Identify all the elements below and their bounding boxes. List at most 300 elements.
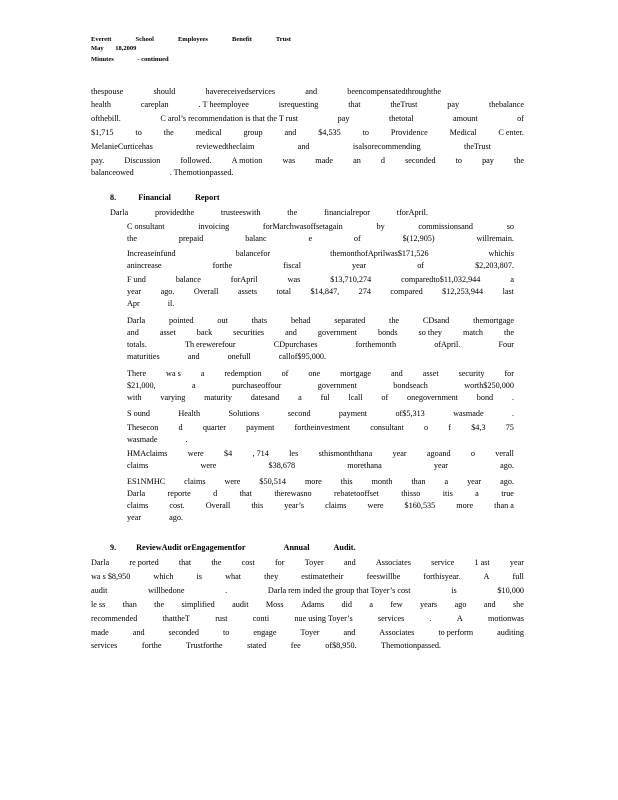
text-line bbox=[91, 640, 441, 651]
word: reporte bbox=[167, 489, 191, 498]
word: $50,514 bbox=[259, 477, 286, 486]
text-line bbox=[127, 248, 514, 259]
text-line bbox=[127, 233, 514, 244]
text-line bbox=[91, 167, 524, 178]
word: back bbox=[196, 328, 213, 337]
word: forthisyear. bbox=[423, 572, 461, 581]
text-line bbox=[91, 557, 524, 568]
word: careplan bbox=[140, 100, 169, 109]
word: F und bbox=[127, 275, 146, 284]
word: tforApril. bbox=[396, 208, 428, 217]
section-title: ReviewAudi bbox=[136, 543, 179, 552]
word: $(12,905) bbox=[402, 234, 435, 243]
word: il. bbox=[167, 299, 175, 308]
word: S ound bbox=[127, 409, 150, 418]
word: MelanieCurticehas bbox=[91, 142, 153, 151]
word: than bbox=[411, 477, 426, 486]
word: pay bbox=[482, 156, 494, 165]
text-line bbox=[91, 613, 524, 624]
word: the bbox=[154, 600, 165, 609]
word: . T heemployee bbox=[198, 100, 249, 109]
word: thisso bbox=[401, 489, 421, 498]
word: claims bbox=[127, 501, 149, 510]
word: wa s bbox=[166, 369, 181, 378]
word: . bbox=[225, 586, 228, 595]
word: were bbox=[200, 461, 217, 470]
word: a bbox=[298, 393, 302, 402]
word: willbedone bbox=[148, 586, 185, 595]
word: $13,710,274 bbox=[330, 275, 372, 284]
word: what bbox=[225, 572, 241, 581]
word: so they bbox=[418, 328, 442, 337]
word: the bbox=[163, 128, 174, 137]
word: thespouse bbox=[91, 87, 124, 96]
word: A bbox=[483, 572, 490, 581]
word: $38,678 bbox=[268, 461, 296, 470]
text-line bbox=[127, 274, 514, 285]
word: forthemonth bbox=[355, 340, 397, 349]
word: were bbox=[367, 501, 384, 510]
word: ago. bbox=[169, 513, 183, 522]
word: agoand bbox=[426, 449, 451, 458]
word: les bbox=[289, 449, 299, 458]
header-word: Everett bbox=[91, 36, 112, 43]
word: providedthe bbox=[154, 208, 195, 217]
word: itis bbox=[442, 489, 453, 498]
word: mortgage bbox=[340, 369, 372, 378]
word: o bbox=[470, 449, 475, 458]
word: Providence bbox=[390, 128, 428, 137]
word: year bbox=[509, 558, 524, 567]
word: and bbox=[297, 142, 310, 151]
word: government bbox=[317, 381, 357, 390]
header-word: Trust bbox=[275, 36, 291, 43]
word: to bbox=[222, 628, 230, 637]
word: followed. bbox=[180, 156, 212, 165]
word: $160,535 bbox=[404, 501, 436, 510]
word: was bbox=[287, 275, 301, 284]
word: engage bbox=[253, 628, 277, 637]
word: year bbox=[127, 287, 142, 296]
word: $4 bbox=[224, 449, 233, 458]
word: forMarchwasoffsetagain bbox=[262, 222, 343, 231]
word: onefull bbox=[227, 352, 251, 361]
word: to bbox=[455, 156, 462, 165]
word: cost bbox=[241, 558, 255, 567]
text-line bbox=[91, 127, 524, 138]
word: whichis bbox=[488, 249, 514, 258]
word: Darla bbox=[127, 316, 146, 325]
word: d bbox=[178, 423, 183, 432]
word: ago. bbox=[500, 477, 514, 486]
word: made bbox=[91, 628, 109, 637]
word: thats bbox=[251, 316, 268, 325]
word: rust bbox=[215, 614, 228, 623]
section-title: Audit. bbox=[333, 543, 356, 552]
word: securities bbox=[233, 328, 265, 337]
word: anincrease bbox=[127, 261, 162, 270]
word: audit bbox=[232, 600, 249, 609]
word: payment bbox=[246, 423, 275, 432]
word: claims bbox=[325, 501, 347, 510]
word: Darla bbox=[127, 489, 146, 498]
word: trusteeswith bbox=[220, 208, 261, 217]
word: simplified bbox=[181, 600, 215, 609]
word: sthismonththana bbox=[318, 449, 373, 458]
word: year bbox=[127, 513, 142, 522]
word: the bbox=[211, 558, 222, 567]
word: Darla rem inded the group that Toyer’s cost bbox=[267, 586, 411, 595]
word: themortgage bbox=[473, 316, 514, 325]
word: month bbox=[371, 477, 393, 486]
word: pay bbox=[447, 100, 460, 109]
word: $12,253,944 bbox=[442, 287, 484, 296]
word: ago. bbox=[500, 461, 514, 470]
text-line bbox=[127, 434, 514, 445]
word: forApril bbox=[230, 275, 258, 284]
word: of bbox=[517, 114, 524, 123]
word: assets bbox=[237, 287, 258, 296]
word: ago. bbox=[160, 287, 175, 296]
word: A bbox=[456, 614, 463, 623]
text-line bbox=[127, 286, 514, 297]
word: isalsorecommending bbox=[352, 142, 421, 151]
word: to perform bbox=[438, 628, 474, 637]
word: consultant bbox=[370, 423, 404, 432]
word: . bbox=[511, 393, 514, 402]
section-title: Financial bbox=[138, 193, 171, 202]
word: CDsand bbox=[422, 316, 450, 325]
word: a bbox=[192, 381, 196, 390]
word: match bbox=[462, 328, 483, 337]
word: Medical bbox=[449, 128, 477, 137]
word: d bbox=[380, 156, 385, 165]
word: 1 ast bbox=[474, 558, 490, 567]
text-line bbox=[127, 448, 514, 459]
word: government bbox=[317, 328, 357, 337]
text-line bbox=[127, 408, 514, 419]
word: year bbox=[433, 461, 448, 470]
word: Associates bbox=[379, 628, 415, 637]
word: was bbox=[282, 156, 296, 165]
word: A motion bbox=[231, 156, 263, 165]
header-word: School bbox=[135, 36, 154, 43]
word: Solutions bbox=[228, 409, 260, 418]
word: ES1NMHC bbox=[127, 477, 166, 486]
word: therewasno bbox=[274, 489, 312, 498]
section-title: Report bbox=[195, 193, 220, 202]
word: balance bbox=[175, 275, 201, 284]
word: morethana bbox=[347, 461, 382, 470]
word: that bbox=[348, 100, 361, 109]
word: the bbox=[503, 328, 514, 337]
word: thetotal bbox=[388, 114, 414, 123]
word: services bbox=[91, 641, 118, 650]
word: the bbox=[513, 156, 524, 165]
word: Th erewerefour bbox=[184, 340, 236, 349]
header-word: Benefit bbox=[232, 36, 252, 43]
text-line bbox=[91, 141, 491, 152]
word: $4,3 bbox=[471, 423, 486, 432]
section-number: 8. bbox=[110, 193, 117, 202]
word: beencompensatedthroughthe bbox=[347, 87, 441, 96]
section-title: t orEngagementfor bbox=[178, 543, 246, 552]
text-line bbox=[110, 207, 428, 218]
word: health bbox=[91, 100, 112, 109]
word: and bbox=[343, 628, 356, 637]
word: stated bbox=[247, 641, 267, 650]
word: years bbox=[419, 600, 438, 609]
word: . bbox=[511, 409, 514, 418]
word: Apr bbox=[127, 299, 140, 308]
word: feeswillbe bbox=[366, 572, 401, 581]
word: prepaid bbox=[178, 234, 204, 243]
word: $21,000, bbox=[127, 381, 156, 390]
word: reviewedtheclaim bbox=[196, 142, 255, 151]
text-line bbox=[91, 113, 524, 124]
word: medical bbox=[195, 128, 222, 137]
text-line bbox=[127, 500, 514, 511]
word: wa s $8,950 bbox=[91, 572, 131, 581]
text-line bbox=[127, 339, 514, 350]
word: with bbox=[127, 393, 142, 402]
word: services bbox=[377, 614, 405, 623]
section-number: 9. bbox=[110, 543, 117, 552]
header-word: 18,2009 bbox=[115, 45, 137, 52]
word: seconded bbox=[405, 156, 436, 165]
word: pointed bbox=[169, 316, 194, 325]
word: asset bbox=[159, 328, 176, 337]
word: wasmade bbox=[453, 409, 484, 418]
word: willremain. bbox=[476, 234, 514, 243]
word: she bbox=[512, 600, 524, 609]
word: year bbox=[392, 449, 407, 458]
header-line-3 bbox=[91, 55, 169, 64]
text-line bbox=[127, 512, 514, 523]
word: HMAclaims bbox=[127, 449, 168, 458]
word: worth$250,000 bbox=[464, 381, 514, 390]
word: than bbox=[122, 600, 137, 609]
word: lcall bbox=[348, 393, 363, 402]
word: quarter bbox=[202, 423, 226, 432]
word: bond bbox=[476, 393, 494, 402]
word: audit bbox=[91, 586, 108, 595]
word: of$8,950. bbox=[325, 641, 357, 650]
word: Associates bbox=[375, 558, 411, 567]
word: commissionsand bbox=[418, 222, 473, 231]
word: ago bbox=[454, 600, 467, 609]
text-line bbox=[91, 86, 441, 97]
word: Darla bbox=[110, 208, 129, 217]
word: Trustforthe bbox=[186, 641, 223, 650]
word: maturities bbox=[127, 352, 160, 361]
word: forthe bbox=[212, 261, 233, 270]
word: . bbox=[185, 435, 188, 444]
word: , 714 bbox=[252, 449, 269, 458]
word: should bbox=[153, 87, 176, 96]
word: $14,847, bbox=[310, 287, 340, 296]
header-word: Minutes bbox=[91, 56, 114, 63]
word: and bbox=[305, 87, 318, 96]
word: the bbox=[127, 234, 138, 243]
word: C enter. bbox=[498, 128, 524, 137]
text-line bbox=[127, 351, 514, 362]
word: . Themotionpassed. bbox=[169, 168, 234, 177]
word: fiscal bbox=[283, 261, 301, 270]
section-title: Annual bbox=[283, 543, 310, 552]
word: of bbox=[353, 234, 361, 243]
word: were bbox=[224, 477, 241, 486]
word: auditing bbox=[497, 628, 524, 637]
word: bonds bbox=[377, 328, 398, 337]
word: made bbox=[315, 156, 334, 165]
word: 274 bbox=[358, 287, 371, 296]
word: datesand bbox=[250, 393, 280, 402]
text-line bbox=[127, 315, 514, 326]
word: and bbox=[343, 558, 356, 567]
word: . bbox=[429, 614, 432, 623]
text-line bbox=[127, 368, 514, 379]
word: separated bbox=[334, 316, 366, 325]
word: a bbox=[200, 369, 205, 378]
word: compared bbox=[390, 287, 423, 296]
text-line bbox=[127, 298, 514, 309]
word: varying bbox=[160, 393, 186, 402]
word: group bbox=[243, 128, 263, 137]
word: full bbox=[512, 572, 524, 581]
word: Toyer bbox=[304, 558, 324, 567]
word: f bbox=[448, 423, 452, 432]
word: fee bbox=[290, 641, 301, 650]
word: bondseach bbox=[393, 381, 428, 390]
word: thattheT bbox=[162, 614, 190, 623]
word: ful bbox=[320, 393, 330, 402]
word: this bbox=[340, 477, 353, 486]
header-word: May bbox=[91, 45, 104, 52]
word: Moss bbox=[265, 600, 284, 609]
word: a bbox=[369, 600, 373, 609]
word: Adams bbox=[300, 600, 325, 609]
text-line bbox=[127, 460, 514, 471]
word: Thesecon bbox=[127, 423, 159, 432]
word: security bbox=[458, 369, 485, 378]
text-line bbox=[127, 392, 514, 403]
word: and bbox=[284, 128, 297, 137]
word: maturity bbox=[204, 393, 232, 402]
word: the bbox=[389, 316, 400, 325]
word: more bbox=[456, 501, 474, 510]
word: nue using Toyer’s bbox=[294, 614, 353, 623]
word: CDpurchases bbox=[273, 340, 318, 349]
word: that bbox=[178, 558, 192, 567]
text-line bbox=[127, 488, 514, 499]
word: totals. bbox=[127, 340, 147, 349]
word: amount bbox=[453, 114, 478, 123]
word: balanc bbox=[245, 234, 267, 243]
word: of bbox=[281, 369, 289, 378]
word: Toyer bbox=[300, 628, 320, 637]
text-line bbox=[127, 221, 514, 232]
word: an bbox=[353, 156, 361, 165]
text-line bbox=[91, 155, 524, 166]
word: by bbox=[376, 222, 385, 231]
word: of$5,313 bbox=[395, 409, 425, 418]
word: $10,000 bbox=[497, 586, 524, 595]
word: asset bbox=[422, 369, 439, 378]
word: than a bbox=[494, 501, 514, 510]
word: total bbox=[276, 287, 292, 296]
word: estimatetheir bbox=[301, 572, 344, 581]
word: second bbox=[287, 409, 311, 418]
word: themonthofAprilwas$171,526 bbox=[330, 249, 429, 258]
word: Overall bbox=[193, 287, 219, 296]
text-line bbox=[91, 571, 524, 582]
word: so bbox=[506, 222, 514, 231]
word: pay bbox=[337, 114, 350, 123]
word: to bbox=[362, 128, 369, 137]
word: re ported bbox=[129, 558, 159, 567]
word: more bbox=[304, 477, 322, 486]
word: payment bbox=[338, 409, 368, 418]
word: that bbox=[239, 489, 252, 498]
word: thebalance bbox=[488, 100, 524, 109]
word: a bbox=[475, 489, 479, 498]
word: wasmade bbox=[127, 435, 158, 444]
word: year bbox=[467, 477, 482, 486]
text-line bbox=[127, 327, 514, 338]
word: year’s bbox=[284, 501, 305, 510]
section-8-heading bbox=[110, 193, 220, 202]
word: service bbox=[431, 558, 455, 567]
word: Health bbox=[178, 409, 201, 418]
word: verall bbox=[495, 449, 514, 458]
word: claims bbox=[127, 461, 149, 470]
header-word: - continued bbox=[137, 56, 169, 63]
word: pay. bbox=[91, 156, 105, 165]
word: for bbox=[274, 558, 285, 567]
word: conti bbox=[252, 614, 270, 623]
word: is bbox=[196, 572, 202, 581]
word: C onsultant bbox=[127, 222, 165, 231]
word: $1,715 bbox=[91, 128, 114, 137]
word: Increaseinfund bbox=[127, 249, 176, 258]
word: which bbox=[153, 572, 174, 581]
word: and bbox=[390, 369, 403, 378]
word: le ss bbox=[91, 600, 106, 609]
word: Darla bbox=[91, 558, 110, 567]
word: havereceivedservices bbox=[205, 87, 276, 96]
text-line bbox=[127, 422, 514, 433]
word: did bbox=[341, 600, 352, 609]
word: fortheinvestment bbox=[294, 423, 351, 432]
word: cost. bbox=[169, 501, 185, 510]
word: and bbox=[285, 328, 297, 337]
word: Four bbox=[498, 340, 514, 349]
word: forthe bbox=[141, 641, 162, 650]
word: is bbox=[451, 586, 457, 595]
word: behad bbox=[290, 316, 311, 325]
text-line bbox=[91, 99, 524, 110]
word: rebatetooffset bbox=[334, 489, 379, 498]
header-line-2 bbox=[91, 44, 136, 53]
word: few bbox=[390, 600, 403, 609]
text-line bbox=[91, 599, 524, 610]
word: onegovernment bbox=[407, 393, 458, 402]
header-word: Employees bbox=[177, 36, 208, 43]
word: redemption bbox=[224, 369, 262, 378]
word: year bbox=[352, 261, 367, 270]
word: and bbox=[127, 328, 139, 337]
